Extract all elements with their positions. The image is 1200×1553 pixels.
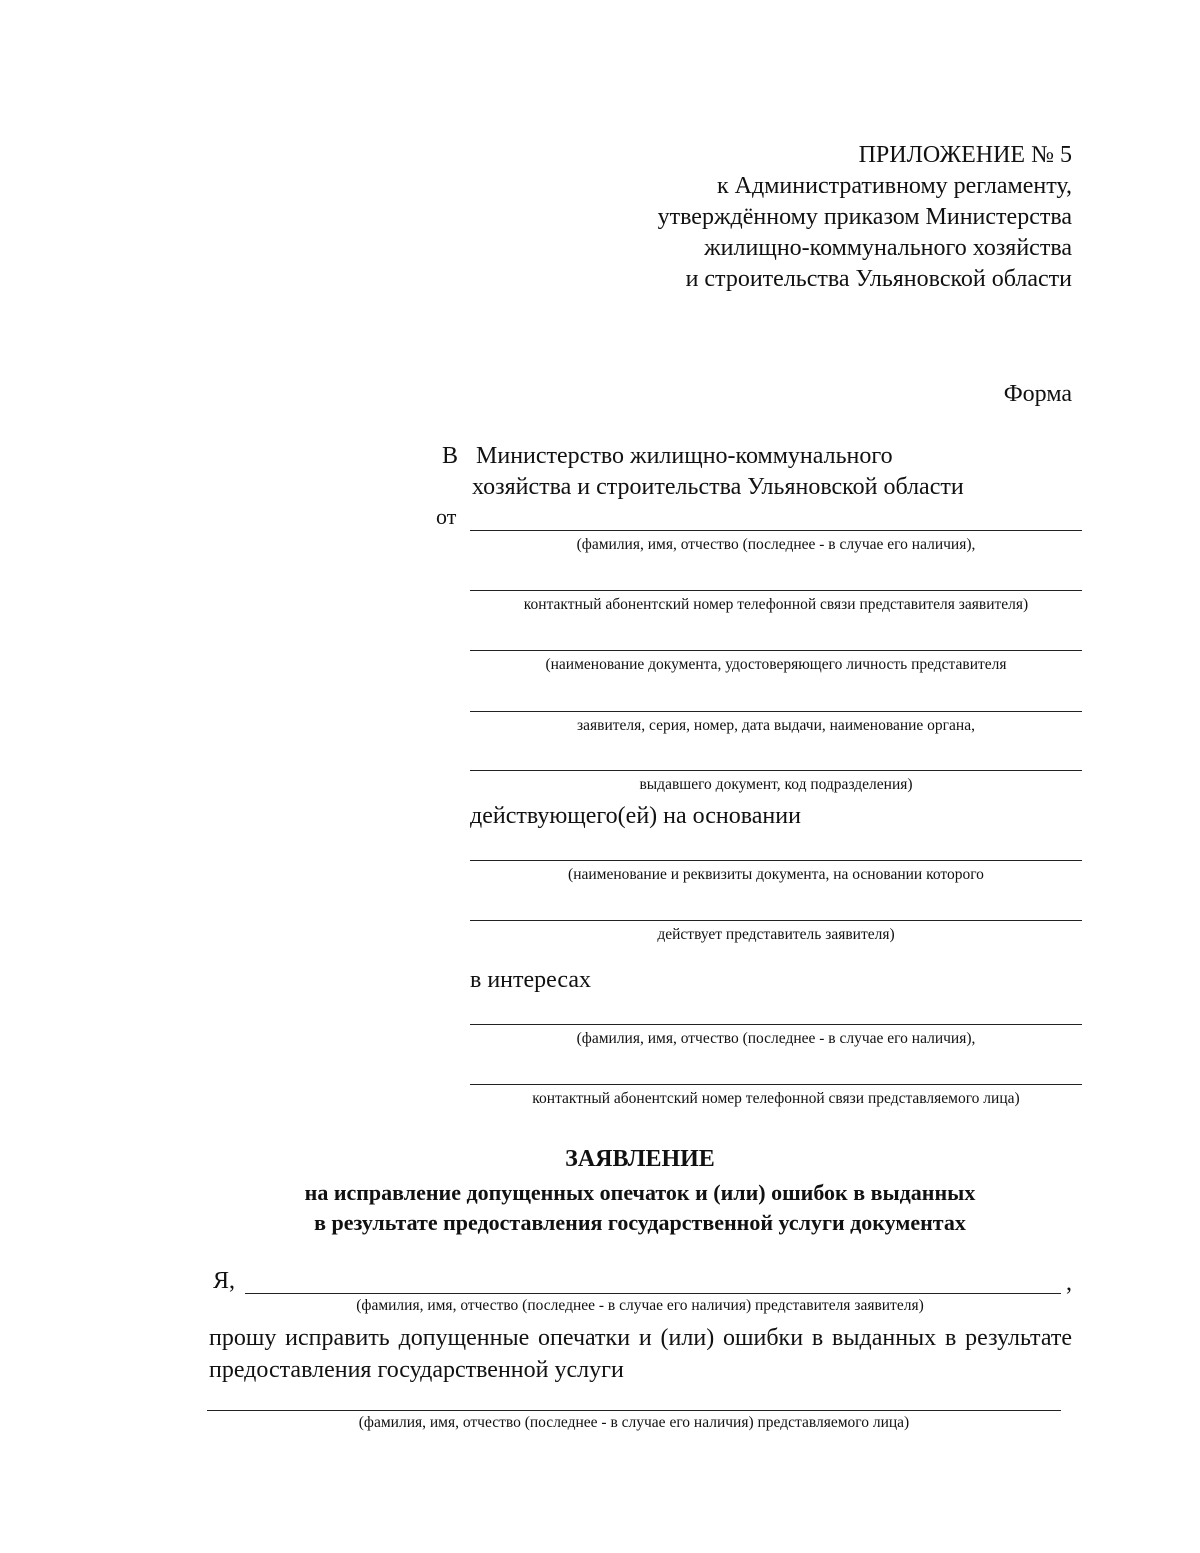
recipient-prefix: В: [442, 443, 459, 469]
phone-field-line[interactable]: [470, 590, 1082, 591]
phone-person-field-line[interactable]: [470, 1084, 1082, 1085]
person-fio-field-line[interactable]: [207, 1410, 1061, 1411]
doc-details-caption: заявителя, серия, номер, дата выдачи, наименование органа,: [577, 717, 975, 734]
recipient-block: [442, 441, 964, 503]
doc-issuer-field-line[interactable]: [470, 770, 1082, 771]
from-label: от: [436, 504, 457, 529]
basis-name-field-line[interactable]: [470, 860, 1082, 861]
appendix-line: к Административному регламенту,: [717, 173, 1072, 199]
phone-rep-caption: контактный абонентский номер телефонной связи представителя заявителя): [523, 596, 1029, 613]
subtitle-line1: на исправление допущенных опечаток и (или) ошибок в выданных: [304, 1180, 976, 1205]
subtitle-line2: в результате предоставления государственной услуги документах: [314, 1210, 966, 1235]
doc-issuer-caption: выдавшего документ, код подразделения): [639, 776, 913, 793]
rep-fio-caption: (фамилия, имя, отчество (последнее - в случае его наличия) представителя заявителя): [356, 1297, 924, 1314]
acting-on-basis-label: действующего(ей) на основании: [470, 803, 801, 829]
fio2-field-line[interactable]: [470, 1024, 1082, 1025]
recipient-line1: Министерство жилищно-коммунального: [476, 443, 893, 469]
recipient-line2: хозяйства и строительства Ульяновской области: [472, 474, 964, 500]
i-label: Я,: [213, 1268, 236, 1294]
appendix-line: жилищно-коммунального хозяйства: [704, 235, 1072, 261]
appendix-header: [500, 140, 1072, 295]
basis-acts-field-line[interactable]: [470, 920, 1082, 921]
fio2-caption: (фамилия, имя, отчество (последнее - в случае его наличия),: [576, 1030, 976, 1047]
appendix-line: утверждённому приказом Министерства: [657, 204, 1072, 230]
basis-acts-caption: действует представитель заявителя): [657, 926, 895, 943]
person-fio-caption: (фамилия, имя, отчество (последнее - в случае его наличия) представляемого лица): [358, 1414, 910, 1431]
in-interests-label: в интересах: [470, 967, 592, 993]
rep-fio-field-line[interactable]: [245, 1293, 1061, 1294]
appendix-title: ПРИЛОЖЕНИЕ № 5: [858, 142, 1072, 168]
document-subtitle: [0, 1178, 1200, 1238]
basis-name-caption: (наименование и реквизиты документа, на основании которого: [568, 866, 984, 883]
fio-caption: (фамилия, имя, отчество (последнее - в случае его наличия),: [576, 536, 976, 553]
appendix-line: и строительства Ульяновской области: [685, 266, 1072, 292]
doc-name-caption: (наименование документа, удостоверяющего личность представителя: [545, 656, 1007, 673]
doc-details-field-line[interactable]: [470, 711, 1082, 712]
comma: ,: [1066, 1270, 1072, 1296]
doc-name-field-line[interactable]: [470, 650, 1082, 651]
request-text: прошу исправить допущенные опечатки и (или) ошибки в выданных в результате предоставления государственной услуги: [209, 1325, 1072, 1383]
phone-person-caption: контактный абонентский номер телефонной связи представляемого лица): [532, 1090, 1020, 1107]
fio-field-line[interactable]: [470, 530, 1082, 531]
document-title: ЗАЯВЛЕНИЕ: [565, 1146, 715, 1172]
form-label: Форма: [1003, 381, 1072, 407]
